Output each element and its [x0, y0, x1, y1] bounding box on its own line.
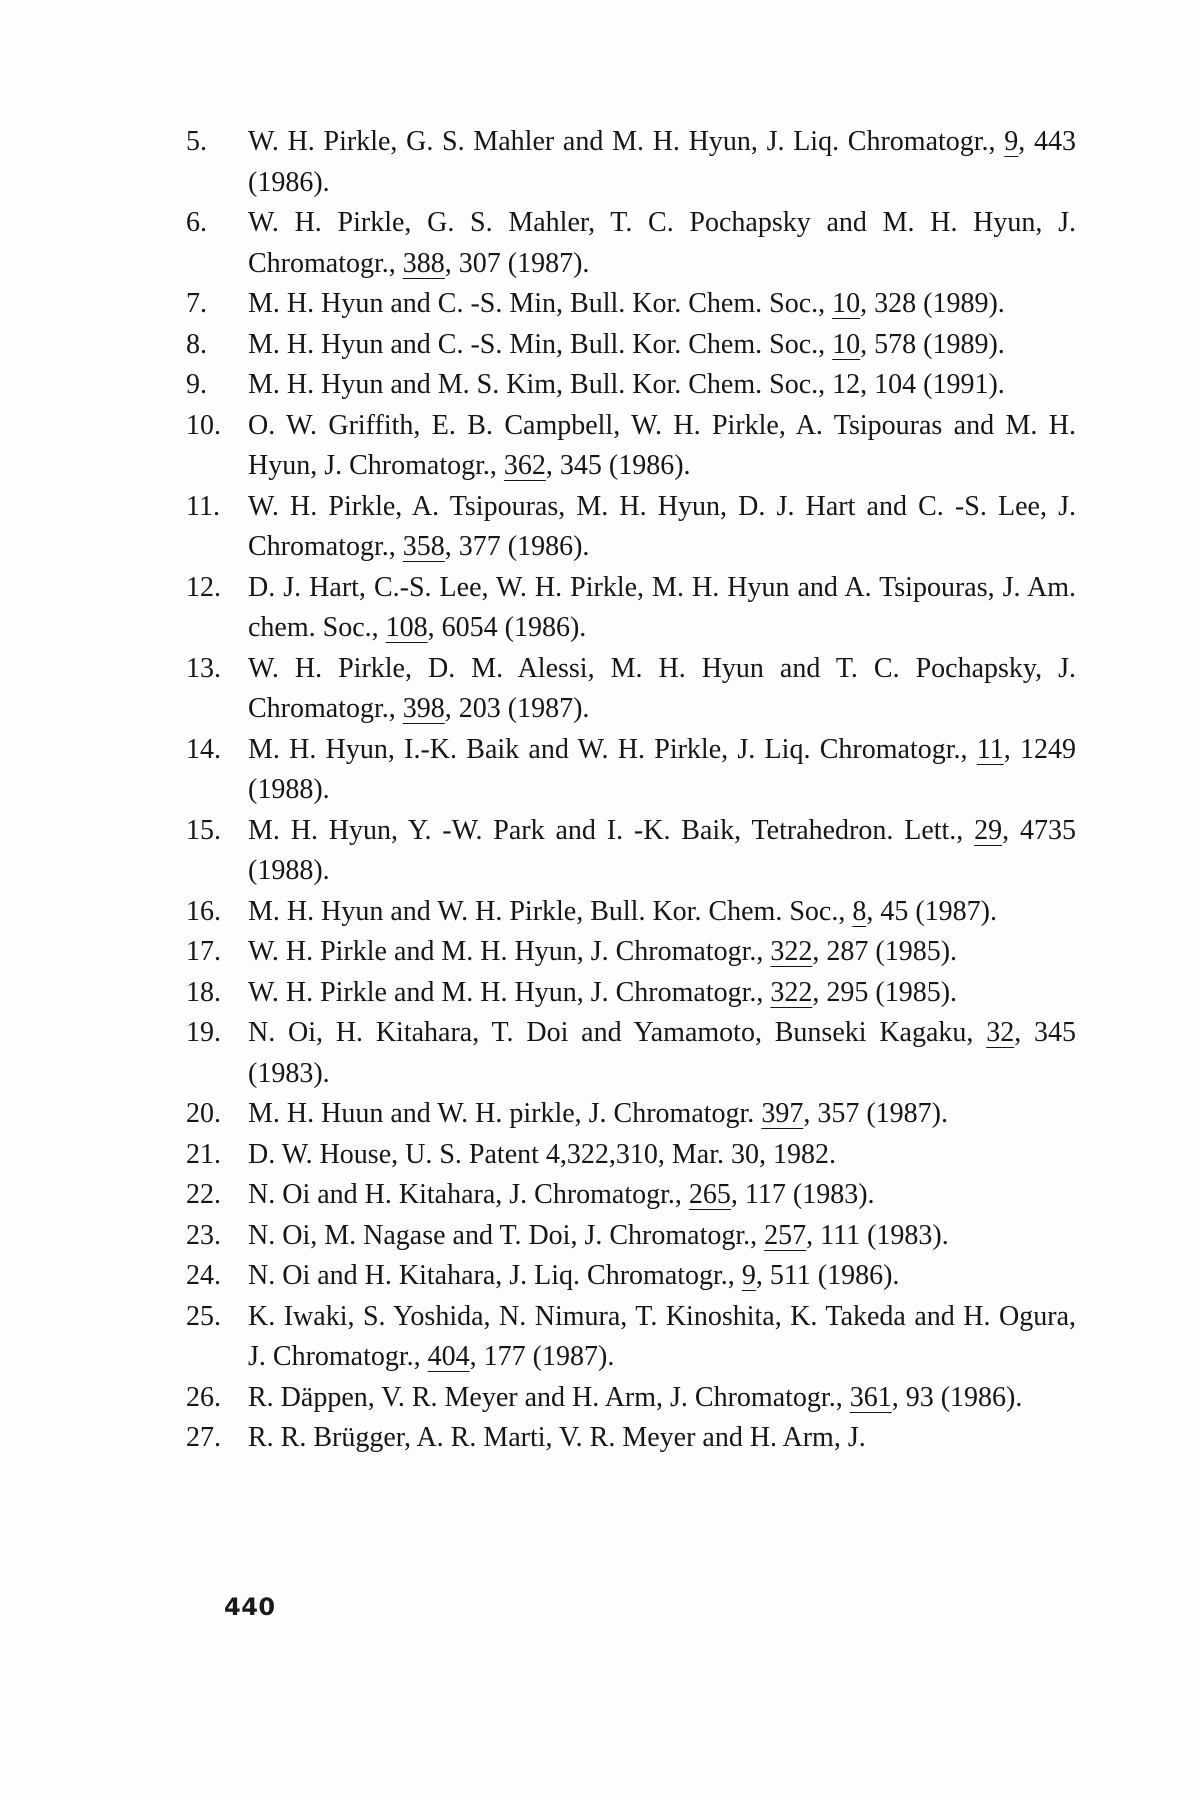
reference-number: 7. [186, 288, 207, 319]
reference-number: 26. [186, 1381, 221, 1413]
reference-text [248, 284, 1076, 325]
reference-citation: W. H. Pirkle, A. Tsipouras, M. H. Hyun, D. J. Hart and C. -S. Lee, J. Chromatogr., [248, 490, 1076, 562]
reference-pages-year: , 45 (1987). [866, 895, 997, 927]
reference-text [248, 1135, 1076, 1176]
reference-volume: 9 [1004, 126, 1019, 157]
reference-citation: M. H. Hyun and C. -S. Min, Bull. Kor. Chem. Soc., [248, 328, 833, 360]
reference-number: 8. [186, 328, 207, 360]
reference-citation: M. H. Hyun and W. H. Pirkle, Bull. Kor. Chem. Soc., [248, 895, 853, 927]
reference-citation: N. Oi and H. Kitahara, J. Liq. Chromatogr., [248, 1260, 742, 1291]
reference-volume: 322 [770, 976, 813, 1008]
reference-pages-year: , 177 (1987). [469, 1341, 615, 1372]
reference-volume: 265 [688, 1179, 731, 1210]
reference-volume: 388 [402, 247, 445, 279]
reference-volume: 398 [402, 693, 445, 724]
reference-volume: 361 [849, 1381, 892, 1413]
reference-text [248, 1256, 1076, 1297]
reference-number: 6. [186, 207, 207, 238]
reference-text [248, 973, 1076, 1014]
reference-pages-year: , 6054 (1986). [427, 612, 587, 643]
reference-number: 18. [186, 976, 221, 1008]
reference-text [248, 568, 1076, 649]
reference-volume: 362 [503, 450, 546, 481]
reference-item [186, 811, 1076, 892]
reference-citation: W. H. Pirkle, D. M. Alessi, M. H. Hyun and T. C. Pochapsky, J. Chromatogr., [248, 652, 1076, 724]
reference-citation: M. H. Hyun and C. -S. Min, Bull. Kor. Chem. Soc., [248, 288, 833, 319]
reference-text [248, 1094, 1076, 1135]
reference-number: 11. [186, 490, 220, 522]
reference-pages-year: , 117 (1983). [730, 1179, 875, 1210]
reference-number: 14. [186, 733, 221, 765]
reference-pages-year: , 377 (1986). [444, 531, 590, 562]
reference-citation: D. J. Hart, C.-S. Lee, W. H. Pirkle, M. H. Hyun and A. Tsipouras, J. Am. chem. Soc., [248, 571, 1076, 643]
reference-text [248, 1175, 1076, 1216]
reference-text [248, 649, 1076, 730]
reference-number: 25. [186, 1300, 221, 1332]
reference-volume: 358 [402, 531, 445, 562]
reference-volume: 108 [385, 612, 428, 643]
reference-text [248, 406, 1076, 487]
reference-number: 22. [186, 1179, 221, 1210]
reference-item [186, 487, 1076, 568]
reference-citation: N. Oi, H. Kitahara, T. Doi and Yamamoto, Bunseki Kagaku, [248, 1017, 987, 1048]
reference-number: 10. [186, 409, 221, 441]
reference-number: 27. [186, 1422, 221, 1453]
reference-text [248, 730, 1076, 811]
reference-text [248, 811, 1076, 892]
reference-volume: 322 [770, 936, 813, 967]
reference-citation: M. H. Hyun and M. S. Kim, Bull. Kor. Chem. Soc., [248, 369, 833, 400]
reference-volume: 8 [852, 895, 867, 927]
reference-pages-year: , 345 (1983). [248, 1017, 1077, 1089]
reference-volume: 257 [764, 1219, 807, 1251]
reference-text [248, 1216, 1076, 1257]
reference-item [186, 1094, 1076, 1135]
reference-citation: W. H. Pirkle and M. H. Hyun, J. Chromatogr., [248, 936, 771, 967]
reference-item [186, 1013, 1076, 1094]
reference-volume: 10 [832, 328, 861, 360]
reference-item [186, 892, 1076, 933]
reference-number: 20. [186, 1098, 221, 1129]
reference-item [186, 1216, 1076, 1257]
reference-item [186, 932, 1076, 973]
reference-item [186, 406, 1076, 487]
reference-pages-year: , 345 (1986). [545, 450, 691, 481]
reference-item [186, 730, 1076, 811]
reference-text [248, 325, 1076, 366]
reference-text [248, 122, 1076, 203]
reference-volume: 32 [986, 1017, 1015, 1048]
reference-pages-year: , 578 (1989). [860, 328, 1005, 360]
reference-text [248, 487, 1076, 568]
reference-citation: M. H. Hyun, Y. -W. Park and I. -K. Baik, Tetrahedron. Lett., [248, 814, 975, 846]
reference-item [186, 1418, 1076, 1459]
reference-pages-year: , 443 (1986). [248, 126, 1077, 198]
reference-item [186, 1378, 1076, 1419]
reference-number: 9. [186, 369, 207, 400]
reference-text [248, 932, 1076, 973]
reference-pages-year: 12, 104 (1991). [832, 369, 1005, 400]
reference-item [186, 1297, 1076, 1378]
reference-text [248, 1378, 1076, 1419]
reference-pages-year: , 287 (1985). [812, 936, 958, 967]
reference-volume: 10 [832, 288, 861, 319]
reference-item [186, 1256, 1076, 1297]
reference-item [186, 325, 1076, 366]
reference-citation: W. H. Pirkle, G. S. Mahler, T. C. Pochapsky and M. H. Hyun, J. Chromatogr., [248, 207, 1076, 279]
reference-number: 5. [186, 126, 207, 157]
reference-number: 24. [186, 1260, 221, 1291]
reference-item [186, 122, 1076, 203]
reference-citation: O. W. Griffith, E. B. Campbell, W. H. Pirkle, A. Tsipouras and M. H. Hyun, J. Chromatogr., [248, 409, 1076, 481]
reference-citation: M. H. Hyun, I.-K. Baik and W. H. Pirkle, J. Liq. Chromatogr., [248, 733, 977, 765]
reference-pages-year: , 203 (1987). [444, 693, 590, 724]
reference-pages-year: , 4735 (1988). [248, 814, 1076, 886]
reference-number: 17. [186, 936, 221, 967]
reference-volume: 11 [976, 733, 1004, 765]
reference-citation: D. W. House, U. S. Patent 4,322,310, Mar. 30, 1982. [248, 1138, 836, 1170]
reference-text [248, 1297, 1076, 1378]
reference-citation: R. R. Brügger, A. R. Marti, V. R. Meyer and H. Arm, J. [248, 1422, 866, 1453]
reference-number: 15. [186, 814, 221, 846]
reference-item [186, 284, 1076, 325]
reference-text [248, 365, 1076, 406]
reference-pages-year: , 511 (1986). [755, 1260, 900, 1291]
reference-pages-year: , 295 (1985). [812, 976, 958, 1008]
reference-number: 16. [186, 895, 221, 927]
reference-number: 21. [186, 1138, 221, 1170]
reference-list [186, 122, 1076, 1459]
reference-item [186, 365, 1076, 406]
reference-citation: W. H. Pirkle, G. S. Mahler and M. H. Hyun, J. Liq. Chromatogr., [248, 126, 1005, 157]
reference-pages-year: , 307 (1987). [444, 247, 590, 279]
reference-text [248, 892, 1076, 933]
reference-number: 19. [186, 1017, 221, 1048]
reference-text [248, 1418, 1076, 1459]
reference-volume: 404 [427, 1341, 470, 1372]
reference-text [248, 203, 1076, 284]
reference-citation: R. Däppen, V. R. Meyer and H. Arm, J. Chromatogr., [248, 1381, 850, 1413]
reference-volume: 397 [761, 1098, 804, 1129]
reference-item [186, 1135, 1076, 1176]
reference-number: 12. [186, 571, 221, 603]
reference-volume: 29 [974, 814, 1003, 846]
page-number: 440 [224, 1593, 276, 1621]
reference-pages-year: , 328 (1989). [860, 288, 1005, 319]
reference-number: 13. [186, 652, 221, 684]
reference-citation: M. H. Huun and W. H. pirkle, J. Chromatogr. [248, 1098, 762, 1129]
reference-item [186, 203, 1076, 284]
reference-pages-year: , 93 (1986). [891, 1381, 1023, 1413]
reference-item [186, 1175, 1076, 1216]
reference-item [186, 649, 1076, 730]
reference-pages-year: , 357 (1987). [803, 1098, 948, 1129]
reference-citation: K. Iwaki, S. Yoshida, N. Nimura, T. Kinoshita, K. Takeda and H. Ogura, J. Chromatogr., [248, 1300, 1076, 1372]
reference-pages-year: , 1249 (1988). [248, 733, 1076, 805]
reference-item [186, 568, 1076, 649]
reference-text [248, 1013, 1076, 1094]
reference-citation: N. Oi and H. Kitahara, J. Chromatogr., [248, 1179, 689, 1210]
reference-volume: 9 [741, 1260, 756, 1291]
reference-citation: N. Oi, M. Nagase and T. Doi, J. Chromatogr., [248, 1219, 765, 1251]
reference-number: 23. [186, 1219, 221, 1251]
reference-item [186, 973, 1076, 1014]
reference-citation: W. H. Pirkle and M. H. Hyun, J. Chromatogr., [248, 976, 771, 1008]
reference-pages-year: , 111 (1983). [806, 1219, 949, 1251]
